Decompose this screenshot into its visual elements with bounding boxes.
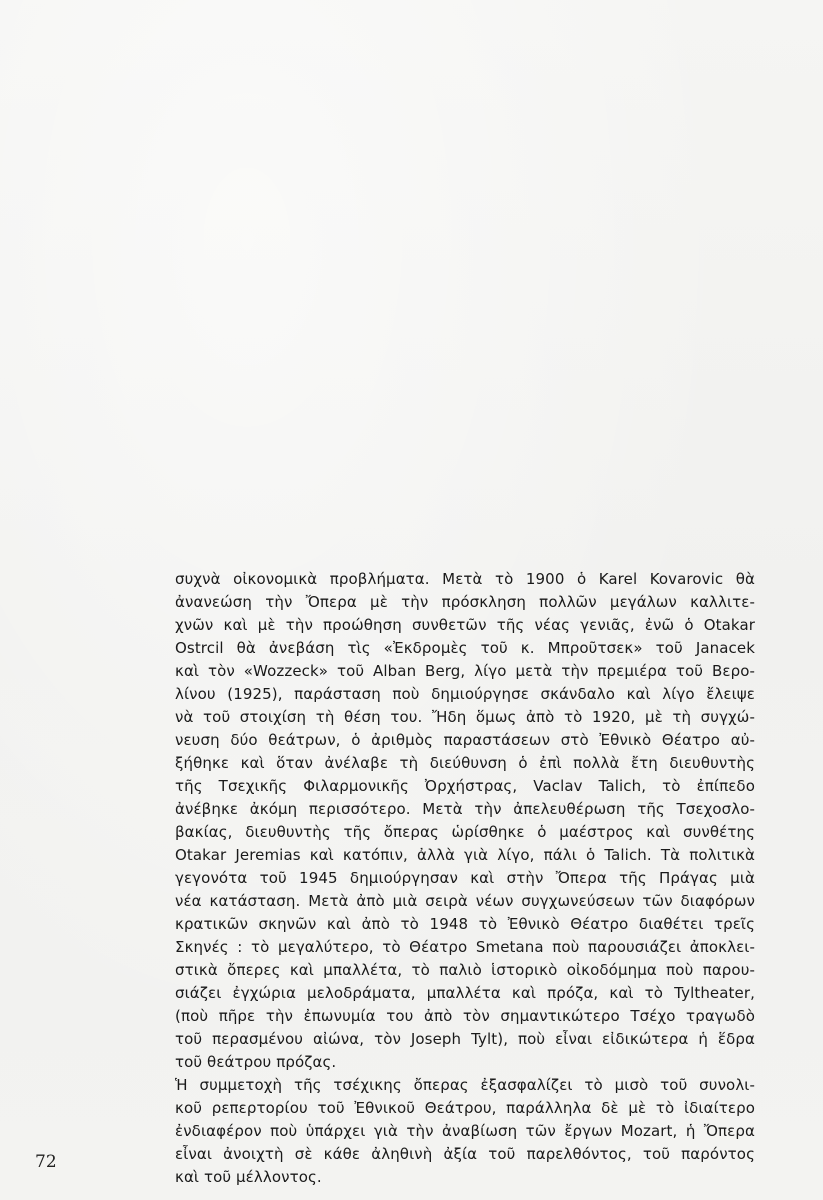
text-line: κοῦ ρεπερτορίου τοῦ Ἐθνικοῦ Θεάτρου, παράλληλα δὲ μὲ τὸ ἰδιαίτερο [175,1099,755,1117]
text-line: Ostrcil θὰ ἀνεβάση τὶς «Ἐκδρομὲς τοῦ κ. Μπροῦτσεκ» τοῦ Janacek [175,639,755,657]
text-line: χνῶν καὶ μὲ τὴν προώθηση συνθετῶν τῆς νέας γενιᾶς, ἐνῶ ὁ Otakar [175,616,755,634]
text-line: κρατικῶν σκηνῶν καὶ ἀπὸ τὸ 1948 τὸ Ἐθνικὸ Θέατρο διαθέτει τρεῖς [175,915,755,933]
text-line: ἐνδιαφέρον ποὺ ὑπάρχει γιὰ τὴν ἀναβίωση τῶν ἔργων Mozart, ἡ Ὄπερα [175,1122,755,1140]
text-line: καὶ τὸν «Wozzeck» τοῦ Alban Berg, λίγο μετὰ τὴν πρεμιέρα τοῦ Βερο- [175,662,755,680]
text-line: (ποὺ πῆρε τὴν ἐπωνυμία του ἀπὸ τὸν σημαντικώτερο Τσέχο τραγωδὸ [175,1007,755,1025]
text-line: εἶναι ἀνοιχτὴ σὲ κάθε ἀληθινὴ ἀξία τοῦ παρελθόντος, τοῦ παρόντος [175,1145,755,1163]
text-line: Otakar Jeremias καὶ κατόπιν, ἀλλὰ γιὰ λίγο, πάλι ὁ Talich. Τὰ πολιτικὰ [175,846,755,864]
text-line: συχνὰ οἰκονομικὰ προβλήματα. Μετὰ τὸ 1900 ὁ Karel Kovarovic θὰ [175,570,755,588]
text-line: βακίας, διευθυντὴς τῆς ὄπερας ὡρίσθηκε ὁ μαέστρος καὶ συνθέτης [175,823,755,841]
text-line: ἀνέβηκε ἀκόμη περισσότερο. Μετὰ τὴν ἀπελευθέρωση τῆς Τσεχοσλο- [175,800,755,818]
text-line: λίνου (1925), παράσταση ποὺ δημιούργησε σκάνδαλο καὶ λίγο ἔλειψε [175,685,755,703]
text-line: νέα κατάσταση. Μετὰ ἀπὸ μιὰ σειρὰ νέων συγχωνεύσεων τῶν διαφόρων [175,892,755,910]
text-line: τῆς Τσεχικῆς Φιλαρμονικῆς Ὀρχήστρας, Vaclav Talich, τὸ ἐπίπεδο [175,777,755,795]
text-line: ἀνανεώση τὴν Ὄπερα μὲ τὴν πρόσκληση πολλῶν μεγάλων καλλιτε- [175,593,755,611]
text-line: σιάζει ἐγχώρια μελοδράματα, μπαλλέτα καὶ πρόζα, καὶ τὸ Tyltheater, [175,984,755,1002]
text-line: νευση δύο θεάτρων, ὁ ἀριθμὸς παραστάσεων στὸ Ἐθνικὸ Θέατρο αὐ- [175,731,755,749]
paragraph-end-line: τοῦ θεάτρου πρόζας. [175,1053,337,1071]
text-line: νὰ τοῦ στοιχίση τὴ θέση του. Ἤδη ὅμως ἀπὸ τὸ 1920, μὲ τὴ συγχώ- [175,708,755,726]
text-line: τοῦ περασμένου αἰώνα, τὸν Joseph Tylt), ποὺ εἶναι εἰδικώτερα ἡ ἕδρα [175,1030,755,1048]
paragraph-end-line: καὶ τοῦ μέλλοντος. [175,1168,322,1186]
text-line: Ἡ συμμετοχὴ τῆς τσέχικης ὄπερας ἐξασφαλίζει τὸ μισὸ τοῦ συνολι- [175,1076,755,1094]
text-line: στικὰ ὄπερες καὶ μπαλλέτα, τὸ παλιὸ ἱστορικὸ οἰκοδόμημα ποὺ παρου- [175,961,755,979]
show-through-bleed [70,170,770,260]
text-line: ξήθηκε καὶ ὅταν ἀνέλαβε τὴ διεύθυνση ὁ ἐπὶ πολλὰ ἔτη διευθυντὴς [175,754,755,772]
page-number: 72 [35,1152,57,1172]
body-text [175,568,755,1189]
text-line: γεγονότα τοῦ 1945 δημιούργησαν καὶ στὴν Ὄπερα τῆς Πράγας μιὰ [175,869,755,887]
text-line: Σκηνές : τὸ μεγαλύτερο, τὸ Θέατρο Smetana ποὺ παρουσιάζει ἀποκλει- [175,938,755,956]
